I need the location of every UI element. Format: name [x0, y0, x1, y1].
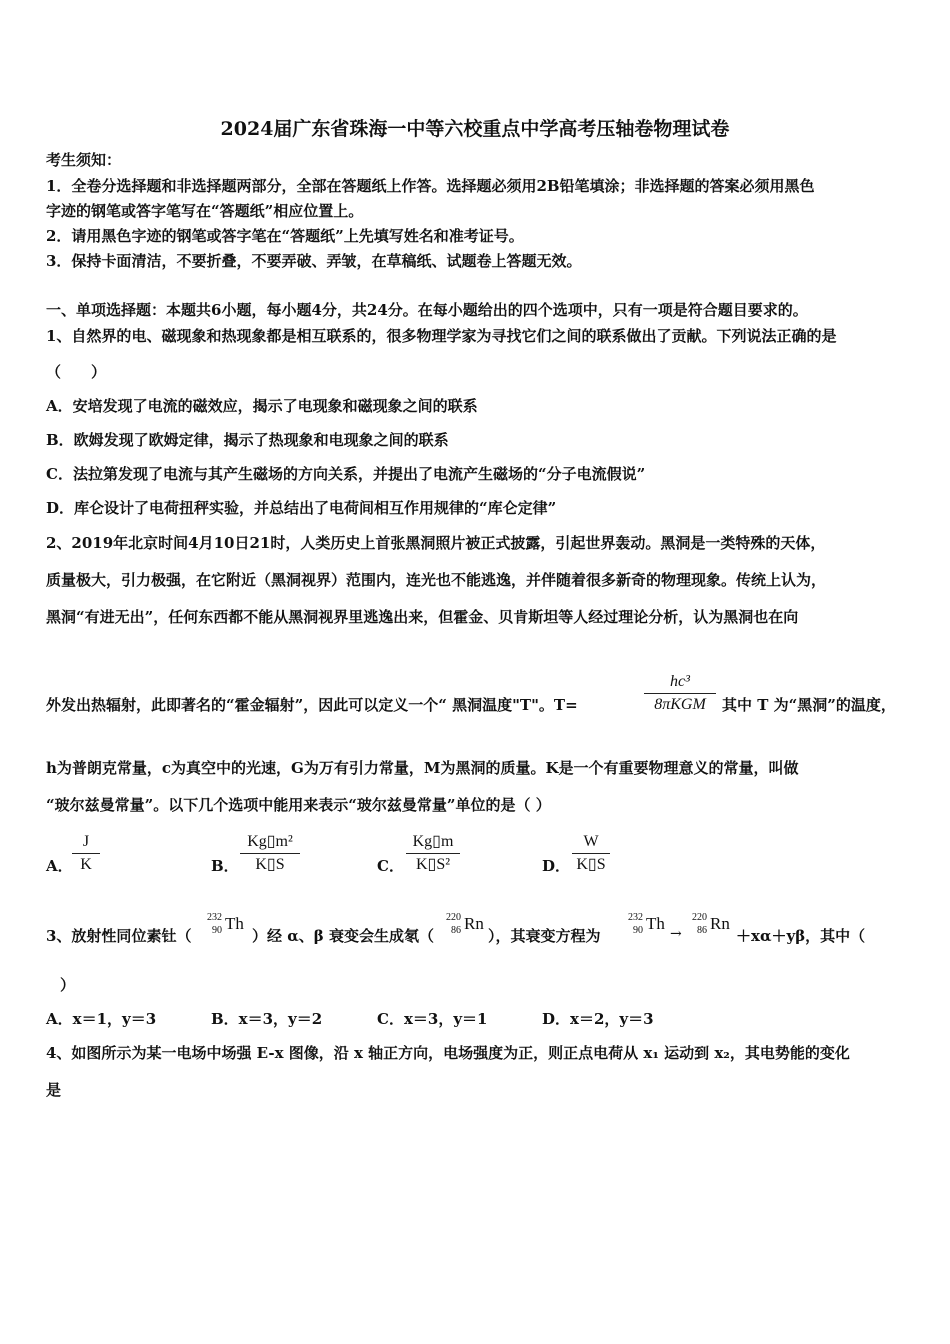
option-a-denominator: K	[80, 856, 92, 873]
q2-option-b-fraction	[240, 832, 300, 875]
q3-part-1: 3、放射性同位素钍（	[46, 927, 192, 945]
formula-denominator: 8πKGM	[654, 696, 706, 713]
q1-option-d: D．库仑设计了电荷扭秤实验，并总结出了电荷间相互作用规律的“库仑定律”	[46, 499, 557, 517]
q2-option-a-label: A．	[46, 857, 73, 875]
page-title: 2024届广东省珠海一中等六校重点中学高考压轴卷物理试卷	[220, 118, 730, 140]
q3-part-2: ）经 α、β 衰变会生成氡（	[252, 927, 434, 945]
hawking-temperature-formula	[644, 672, 716, 715]
option-c-denominator: K▯S²	[415, 856, 451, 873]
q2-line-3: 黑洞“有进无出”，任何东西都不能从黑洞视界里逃逸出来，但霍金、贝肯斯坦等人经过理论分析，认为黑洞也在向	[46, 608, 799, 626]
q2-option-d-label: D．	[542, 857, 571, 875]
q1-stem: 1、自然界的电、磁现象和热现象都是相互联系的，很多物理学家为寻找它们之间的联系做出了贡献。下列说法正确的是	[46, 327, 837, 345]
notice-item-3: 3．保持卡面清洁，不要折叠，不要弄破、弄皱，在草稿纸、试题卷上答题无效。	[46, 252, 582, 270]
q3-option-b: B．x＝3，y＝2	[211, 1010, 323, 1028]
fraction-bar	[240, 853, 300, 854]
nuclide-symbol: Th	[646, 914, 665, 933]
notice-heading: 考生须知：	[46, 151, 122, 169]
notice-item-2: 2．请用黑色字迹的钢笔或答字笔在“答题纸”上先填写姓名和准考证号。	[46, 227, 524, 245]
option-d-denominator: K▯S	[576, 856, 606, 873]
formula-numerator: hc³	[670, 673, 690, 690]
q2-option-c-label: C．	[377, 857, 404, 875]
q2-line-1: 2、2019年北京时间4月10日21时，人类历史上首张黑洞照片被正式披露，引起世界轰动。黑洞是一类特殊的天体，	[46, 534, 826, 552]
fraction-bar	[572, 853, 610, 854]
nuclide-mass-number: 232	[207, 912, 222, 923]
option-b-numerator: Kg▯m²	[247, 833, 293, 850]
q2-option-c-fraction	[406, 832, 460, 875]
q1-option-b: B．欧姆发现了欧姆定律，揭示了热现象和电现象之间的联系	[46, 431, 449, 449]
q2-line-4b: 其中 T 为“黑洞”的温度，	[722, 696, 896, 714]
q2-option-a-fraction	[72, 832, 100, 875]
nuclide-symbol: Rn	[464, 914, 484, 933]
q2-option-b-label: B．	[211, 857, 239, 875]
nuclide-atomic-number: 90	[212, 925, 222, 936]
nuclide-mass-number: 220	[692, 912, 707, 923]
q2-line-6: “玻尔兹曼常量”。以下几个选项中能用来表示“玻尔兹曼常量”单位的是（ ）	[46, 796, 551, 814]
section-heading: 一、单项选择题：本题共6小题，每小题4分，共24分。在每小题给出的四个选项中，只有一项是符合题目要求的。	[46, 301, 808, 319]
q1-blank: （ ）	[46, 363, 107, 381]
q4-line-2: 是	[46, 1081, 62, 1099]
nuclide-symbol: Rn	[710, 914, 730, 933]
q3-option-d: D．x＝2，y＝3	[542, 1010, 654, 1028]
nuclide-mass-number: 232	[628, 912, 643, 923]
q4-line-1: 4、如图所示为某一电场中场强 E-x 图像，沿 x 轴正方向，电场强度为正，则正点电荷从 x₁ 运动到 x₂，其电势能的变化	[46, 1044, 850, 1062]
option-c-numerator: Kg▯m	[412, 833, 454, 850]
q2-line-2: 质量极大，引力极强，在它附近（黑洞视界）范围内，连光也不能逃逸，并伴随着很多新奇的物理现象。传统上认为，	[46, 571, 827, 589]
q3-option-c: C．x＝3，y＝1	[377, 1010, 488, 1028]
q2-line-5: h为普朗克常量，c为真空中的光速，G为万有引力常量，M为黑洞的质量。K是一个有重要物理意义的常量，叫做	[46, 759, 799, 777]
fraction-bar	[406, 853, 460, 854]
q3-part-3: ），其衰变方程为	[488, 927, 601, 945]
nuclide-symbol: Th	[225, 914, 244, 933]
option-b-denominator: K▯S	[255, 856, 285, 873]
q3-option-a: A．x＝1，y＝3	[46, 1010, 157, 1028]
nuclide-mass-number: 220	[446, 912, 461, 923]
notice-item-1-cont: 字迹的钢笔或答字笔写在“答题纸”相应位置上。	[46, 202, 364, 220]
q2-option-d-fraction	[572, 832, 610, 875]
q1-option-c: C．法拉第发现了电流与其产生磁场的方向关系，并提出了电流产生磁场的“分子电流假说”	[46, 465, 646, 483]
fraction-bar	[644, 693, 716, 694]
q1-option-a: A．安培发现了电流的磁效应，揭示了电现象和磁现象之间的联系	[46, 397, 478, 415]
q3-part-4: ＋xα＋yβ，其中（	[736, 927, 866, 945]
notice-item-1: 1．全卷分选择题和非选择题两部分，全部在答题纸上作答。选择题必须用2B铅笔填涂；非选择题的答案必须用黑色	[46, 177, 815, 195]
decay-arrow: →	[670, 926, 682, 942]
option-a-numerator: J	[82, 833, 90, 850]
fraction-bar	[72, 853, 100, 854]
nuclide-atomic-number: 86	[697, 925, 707, 936]
nuclide-atomic-number: 86	[451, 925, 461, 936]
q2-line-4a: 外发出热辐射，此即著名的“霍金辐射”，因此可以定义一个“ 黑洞温度"T"。T=	[46, 696, 578, 714]
nuclide-atomic-number: 90	[633, 925, 643, 936]
q3-part-5: ）	[60, 976, 76, 994]
option-d-numerator: W	[583, 833, 599, 850]
